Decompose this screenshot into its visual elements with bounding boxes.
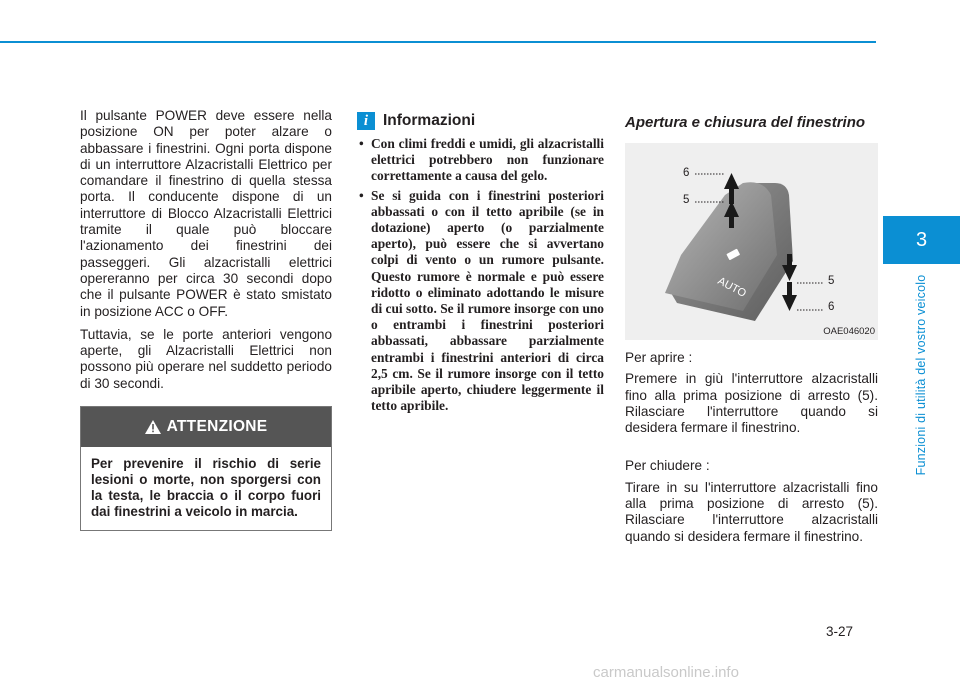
chapter-title: Funzioni di utilità del vostro veicolo — [914, 274, 928, 476]
header-rule — [0, 41, 876, 43]
chapter-number-tab — [883, 216, 960, 264]
info-header — [357, 112, 604, 130]
column-middle — [357, 108, 604, 417]
label-up-half: 5 — [683, 194, 690, 206]
info-icon: i — [357, 112, 375, 130]
warning-triangle-icon — [145, 420, 161, 434]
info-item-cold: • Con climi freddi e umidi, gli alzacristalli elettrici potrebbero non funzionare correttamente a causa del gelo. — [357, 136, 604, 185]
info-title: Informazioni — [383, 112, 476, 129]
column-right — [625, 108, 878, 550]
paragraph-front-doors: Tuttavia, se le porte anteriori vengono aperte, gli Alzacristalli Elettrici non possono più operare nel suddetto periodo di 30 secondi. — [80, 326, 332, 391]
warning-header — [81, 407, 331, 447]
close-text: Tirare in su l'interruttore alzacristalli fino alla prima posizione di arresto (5). Rilasciare l'interruttore alzacristalli quando si desidera fermare il finestrino. — [625, 479, 878, 544]
window-switch-figure — [625, 143, 878, 340]
warning-title: ATTENZIONE — [166, 418, 268, 436]
page-number: 3-27 — [826, 624, 854, 639]
figure-code: OAE046020 — [823, 326, 875, 337]
warning-box — [80, 406, 332, 531]
watermark: carmanualsonline.info — [593, 664, 739, 681]
label-down-full: 6 — [828, 301, 835, 313]
warning-text: Per prevenire il rischio di serie lesioni o morte, non sporgersi con la testa, le braccia o il corpo fuori dai finestrini a veicolo in marcia. — [91, 456, 321, 520]
info-list — [357, 136, 604, 414]
label-up-full: 6 — [683, 167, 690, 179]
info-item-wind-noise: • Se si guida con i finestrini posteriori abbassati o con il tetto apribile (se in dotazione) aperto (o parzialmente aperto), può essere che si avvertano colpi di vento o un rumore pulsante. Questo rumore è normale e può essere ridotto o eliminato adottando le misure di cui sotto. Se il rumore insorge con uno o entrambi i finestrini posteriori abbassati, abbassare parzialmente entrambi i finestrini anteriori di circa 2,5 cm. Se il rumore insorge con il tetto apribile aperto, chiudere leggermente il tetto apribile. — [357, 188, 604, 415]
open-heading: Per aprire : — [625, 350, 693, 365]
auto-label: AUTO — [715, 275, 749, 300]
chapter-number: 3 — [915, 228, 928, 251]
column-left — [80, 108, 332, 531]
window-switch-illustration — [625, 143, 878, 340]
section-title: Apertura e chiusura del finestrino — [625, 114, 866, 131]
open-text: Premere in giù l'interruttore alzacristalli fino alla prima posizione di arresto (5). Rilasciare l'interruttore quando si desidera fermare il finestrino. — [625, 371, 878, 436]
close-heading: Per chiudere : — [625, 458, 710, 474]
label-down-half: 5 — [828, 275, 835, 287]
paragraph-power: Il pulsante POWER deve essere nella posizione ON per poter alzare o abbassare i finestrini. Ogni porta dispone di un interruttore Alzacristalli Elettrico per comandare il finestrino di quella stessa porta. Il conducente dispone di un interruttore di Blocco Alzacristalli Elettrici tramite il quale può bloccare l'azionamento dei finestrini dei passeggeri. Gli alzacristalli elettrici opereranno per circa 30 secondi dopo che il pulsante POWER è stato smistato in posizione ACC o OFF. — [80, 108, 332, 319]
